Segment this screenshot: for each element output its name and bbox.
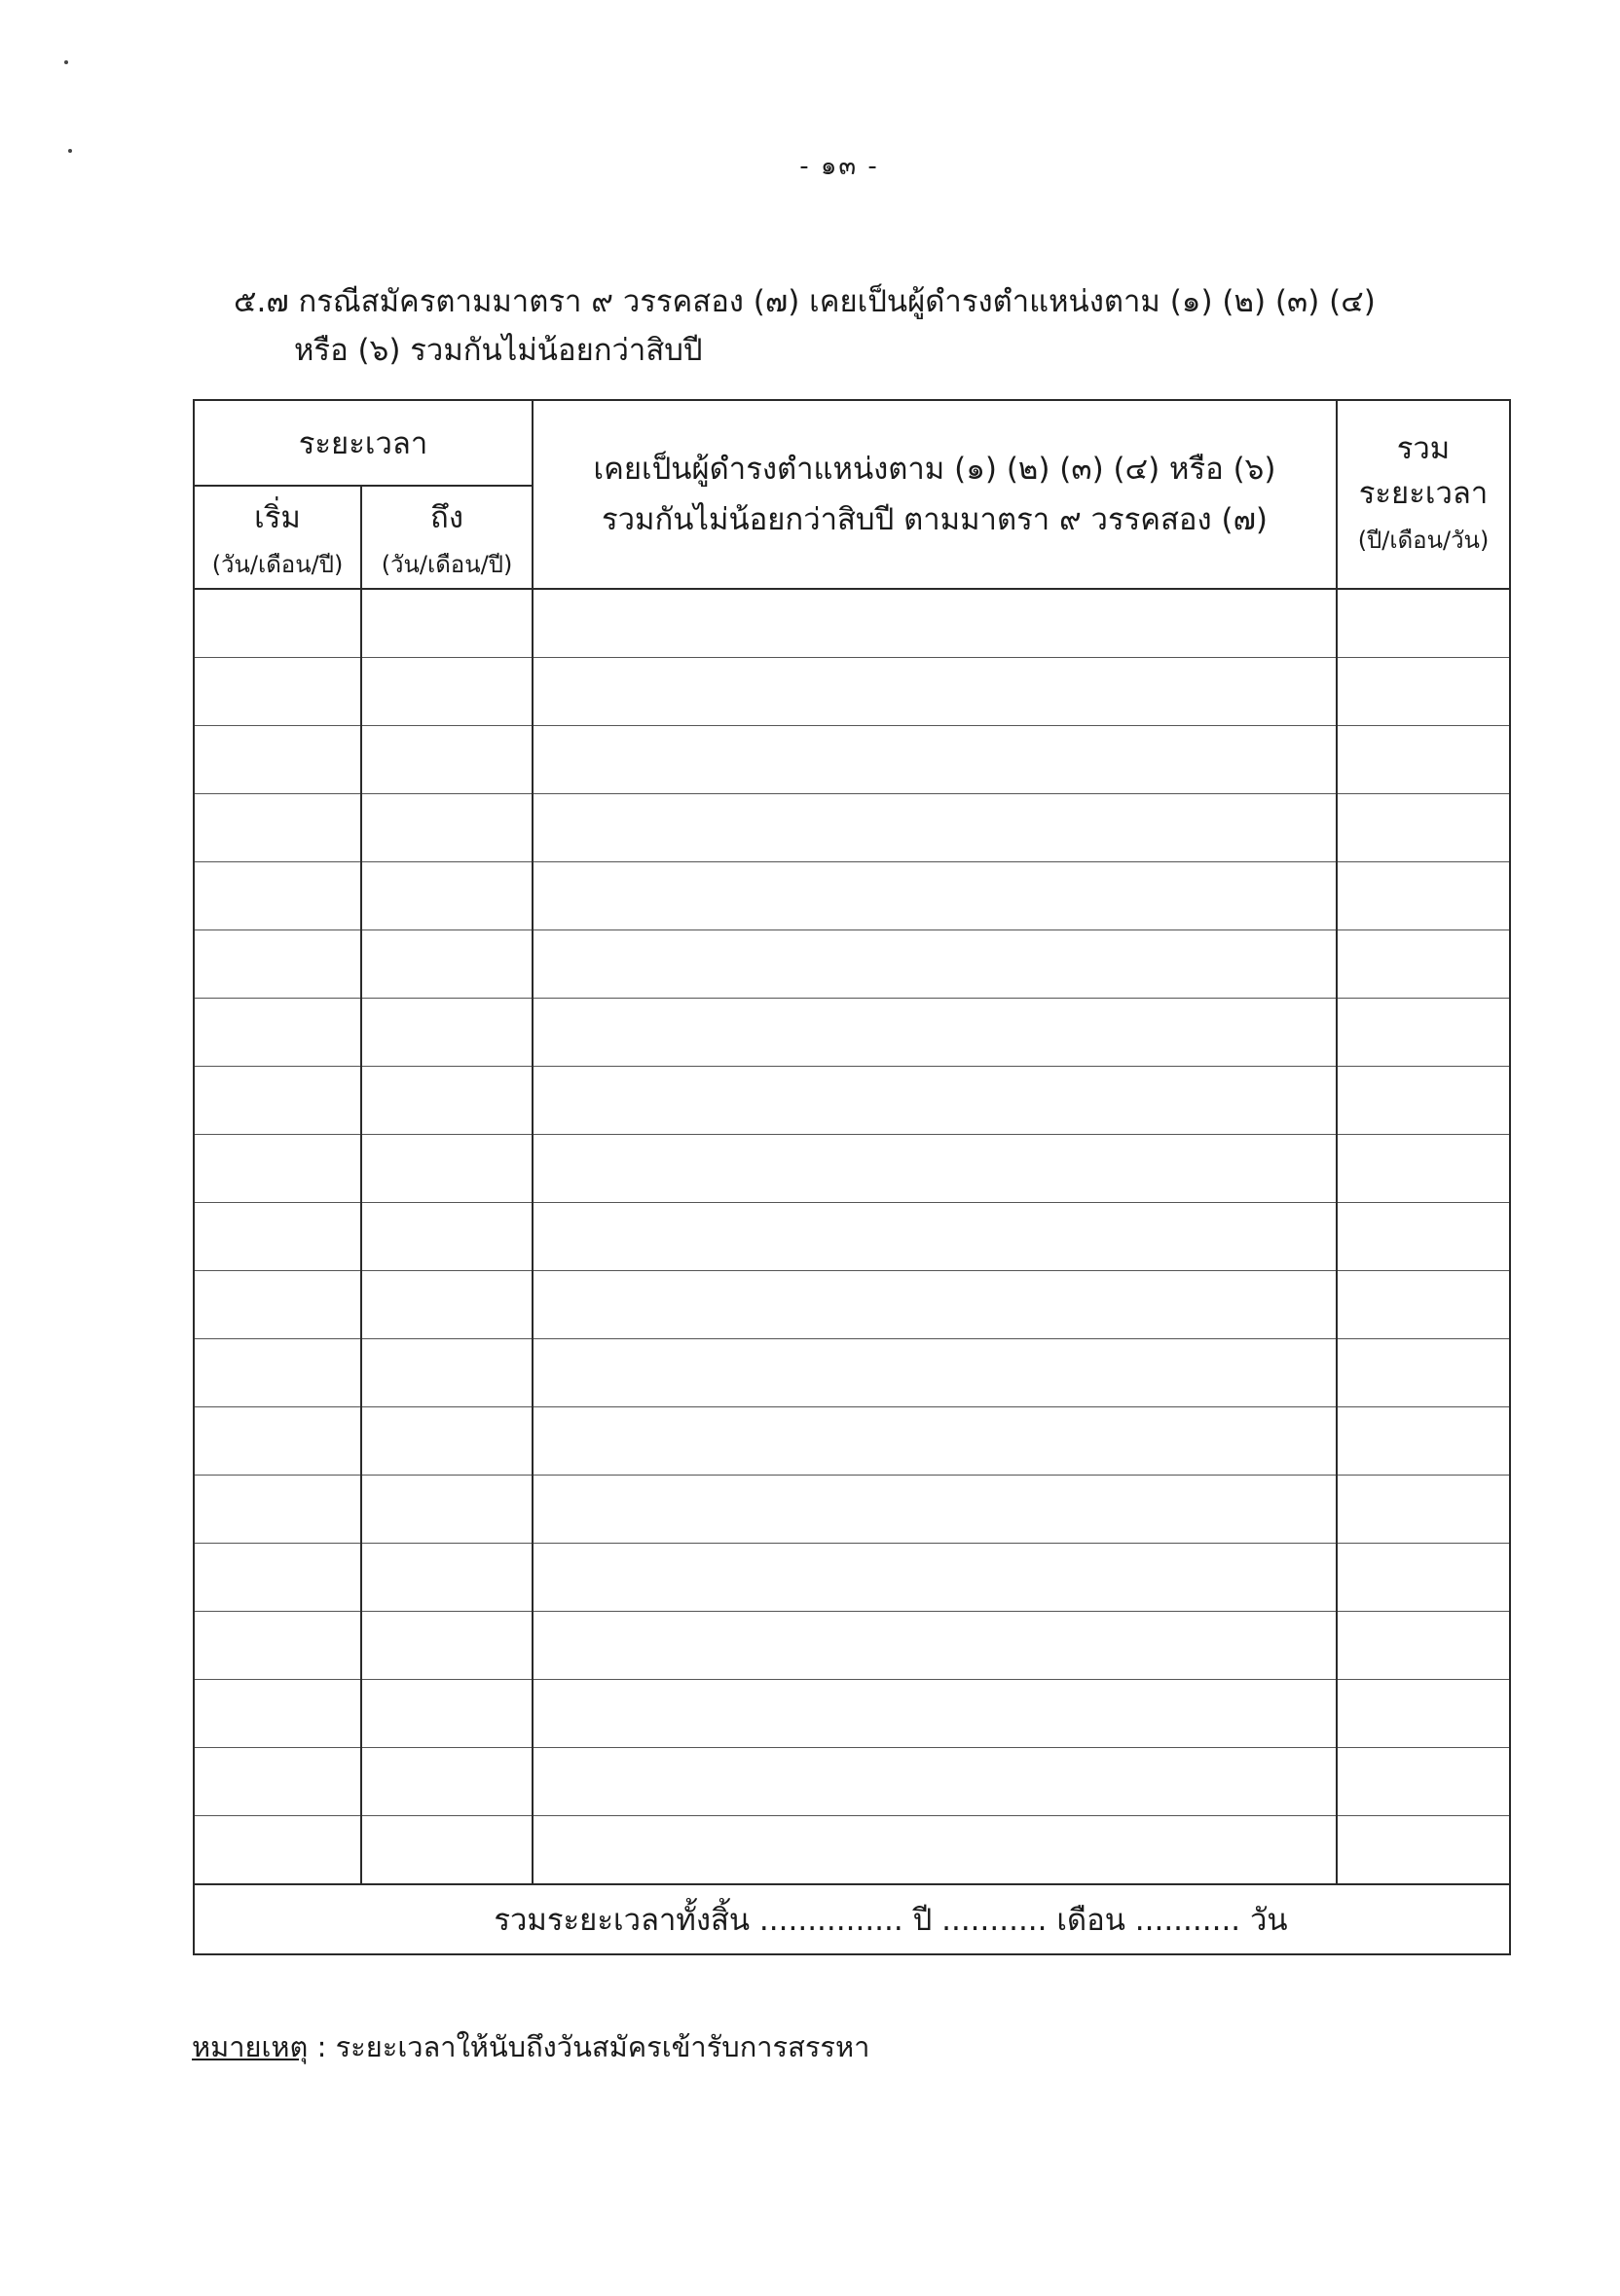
table-row xyxy=(194,862,1510,930)
table-row xyxy=(194,1067,1510,1135)
table-body xyxy=(194,589,1510,1884)
description-cell[interactable] xyxy=(533,1203,1337,1271)
table-row xyxy=(194,930,1510,999)
description-header xyxy=(533,400,1337,589)
table-row xyxy=(194,1407,1510,1476)
description-cell[interactable] xyxy=(533,726,1337,794)
total-cell[interactable] xyxy=(1337,1407,1510,1476)
description-cell[interactable] xyxy=(533,1544,1337,1612)
description-cell[interactable] xyxy=(533,1476,1337,1544)
start-cell[interactable] xyxy=(194,862,361,930)
table-row xyxy=(194,726,1510,794)
heading-line-1: ๕.๗ กรณีสมัครตามมาตรา ๙ วรรคสอง (๗) เคยเป็นผู้ดำรงตำแหน่งตาม (๑) (๒) (๓) (๔) xyxy=(234,284,1376,319)
description-cell[interactable] xyxy=(533,794,1337,862)
start-cell[interactable] xyxy=(194,1816,361,1885)
end-cell[interactable] xyxy=(361,1339,533,1407)
description-header-line-2: รวมกันไม่น้อยกว่าสิบปี ตามมาตรา ๙ วรรคสอง (๗) xyxy=(601,502,1269,537)
start-cell[interactable] xyxy=(194,999,361,1067)
description-cell[interactable] xyxy=(533,862,1337,930)
table-row xyxy=(194,1339,1510,1407)
end-header-unit: (วัน/เดือน/ปี) xyxy=(381,550,513,578)
table-row xyxy=(194,1203,1510,1271)
total-header-unit: (ปี/เดือน/วัน) xyxy=(1357,527,1490,554)
end-cell[interactable] xyxy=(361,862,533,930)
end-cell[interactable] xyxy=(361,1612,533,1680)
start-cell[interactable] xyxy=(194,589,361,658)
end-cell[interactable] xyxy=(361,1135,533,1203)
total-cell[interactable] xyxy=(1337,1816,1510,1885)
end-cell[interactable] xyxy=(361,726,533,794)
description-cell[interactable] xyxy=(533,1067,1337,1135)
start-header-unit: (วัน/เดือน/ปี) xyxy=(211,550,344,578)
end-cell[interactable] xyxy=(361,1203,533,1271)
note-separator: : xyxy=(308,2030,336,2063)
table-row xyxy=(194,1135,1510,1203)
table-row xyxy=(194,658,1510,726)
table-row xyxy=(194,1476,1510,1544)
table-row xyxy=(194,1816,1510,1885)
description-cell[interactable] xyxy=(533,1135,1337,1203)
section-heading xyxy=(234,277,1519,375)
table-row xyxy=(194,794,1510,862)
end-cell[interactable] xyxy=(361,930,533,999)
description-cell[interactable] xyxy=(533,930,1337,999)
description-cell[interactable] xyxy=(533,658,1337,726)
end-cell[interactable] xyxy=(361,658,533,726)
start-cell[interactable] xyxy=(194,1680,361,1748)
total-cell[interactable] xyxy=(1337,658,1510,726)
service-period-table xyxy=(193,399,1511,1955)
total-cell[interactable] xyxy=(1337,1680,1510,1748)
end-cell[interactable] xyxy=(361,1544,533,1612)
total-cell[interactable] xyxy=(1337,589,1510,658)
description-header-line-1: เคยเป็นผู้ดำรงตำแหน่งตาม (๑) (๒) (๓) (๔) หรือ (๖) xyxy=(593,452,1276,487)
table-row xyxy=(194,1544,1510,1612)
end-cell[interactable] xyxy=(361,1748,533,1816)
description-cell[interactable] xyxy=(533,1680,1337,1748)
total-cell[interactable] xyxy=(1337,862,1510,930)
start-cell[interactable] xyxy=(194,1339,361,1407)
start-cell[interactable] xyxy=(194,726,361,794)
total-cell[interactable] xyxy=(1337,1271,1510,1339)
start-cell[interactable] xyxy=(194,1203,361,1271)
total-cell[interactable] xyxy=(1337,794,1510,862)
total-header-line-1: รวม xyxy=(1396,431,1451,466)
total-cell[interactable] xyxy=(1337,726,1510,794)
start-cell[interactable] xyxy=(194,1407,361,1476)
start-cell[interactable] xyxy=(194,1271,361,1339)
end-cell[interactable] xyxy=(361,1476,533,1544)
end-cell[interactable] xyxy=(361,1271,533,1339)
heading-line-2: หรือ (๖) รวมกันไม่น้อยกว่าสิบปี xyxy=(294,333,703,368)
total-cell[interactable] xyxy=(1337,1476,1510,1544)
start-cell[interactable] xyxy=(194,1067,361,1135)
total-cell[interactable] xyxy=(1337,1544,1510,1612)
total-cell[interactable] xyxy=(1337,1203,1510,1271)
start-cell[interactable] xyxy=(194,1135,361,1203)
description-cell[interactable] xyxy=(533,1407,1337,1476)
table-row xyxy=(194,1748,1510,1816)
start-cell[interactable] xyxy=(194,1544,361,1612)
total-cell[interactable] xyxy=(1337,1067,1510,1135)
total-header xyxy=(1337,400,1510,589)
start-header xyxy=(194,486,361,589)
table-row xyxy=(194,1271,1510,1339)
total-cell[interactable] xyxy=(1337,1339,1510,1407)
grand-total-row[interactable]: รวมระยะเวลาทั้งสิ้น ............... ปี ........... เดือน ........... วัน xyxy=(194,1884,1510,1954)
start-header-label: เริ่ม xyxy=(254,499,301,535)
description-cell[interactable] xyxy=(533,999,1337,1067)
note-label: หมายเหตุ xyxy=(192,2030,309,2063)
page-number: - ๑๓ - xyxy=(799,152,879,181)
period-header: ระยะเวลา xyxy=(194,400,533,486)
start-cell[interactable] xyxy=(194,794,361,862)
total-cell[interactable] xyxy=(1337,1748,1510,1816)
total-header-line-2: ระยะเวลา xyxy=(1358,476,1489,511)
start-cell[interactable] xyxy=(194,930,361,999)
start-cell[interactable] xyxy=(194,1612,361,1680)
end-cell[interactable] xyxy=(361,794,533,862)
end-cell[interactable] xyxy=(361,1816,533,1885)
footnote xyxy=(192,2024,869,2069)
start-cell[interactable] xyxy=(194,658,361,726)
note-text: ระยะเวลาให้นับถึงวันสมัครเข้ารับการสรรหา xyxy=(335,2030,870,2063)
end-cell[interactable] xyxy=(361,1407,533,1476)
start-cell[interactable] xyxy=(194,1748,361,1816)
end-header-label: ถึง xyxy=(430,499,463,535)
start-cell[interactable] xyxy=(194,1476,361,1544)
table-row xyxy=(194,589,1510,658)
description-cell[interactable] xyxy=(533,1612,1337,1680)
end-cell[interactable] xyxy=(361,589,533,658)
total-cell[interactable] xyxy=(1337,999,1510,1067)
description-cell[interactable] xyxy=(533,1271,1337,1339)
description-cell[interactable] xyxy=(533,589,1337,658)
end-cell[interactable] xyxy=(361,1680,533,1748)
total-cell[interactable] xyxy=(1337,1135,1510,1203)
total-cell[interactable] xyxy=(1337,930,1510,999)
description-cell[interactable] xyxy=(533,1816,1337,1885)
table-row xyxy=(194,1612,1510,1680)
table-row xyxy=(194,999,1510,1067)
description-cell[interactable] xyxy=(533,1339,1337,1407)
description-cell[interactable] xyxy=(533,1748,1337,1816)
table-row xyxy=(194,1680,1510,1748)
end-header xyxy=(361,486,533,589)
end-cell[interactable] xyxy=(361,999,533,1067)
end-cell[interactable] xyxy=(361,1067,533,1135)
scan-speck xyxy=(64,60,68,64)
total-cell[interactable] xyxy=(1337,1612,1510,1680)
